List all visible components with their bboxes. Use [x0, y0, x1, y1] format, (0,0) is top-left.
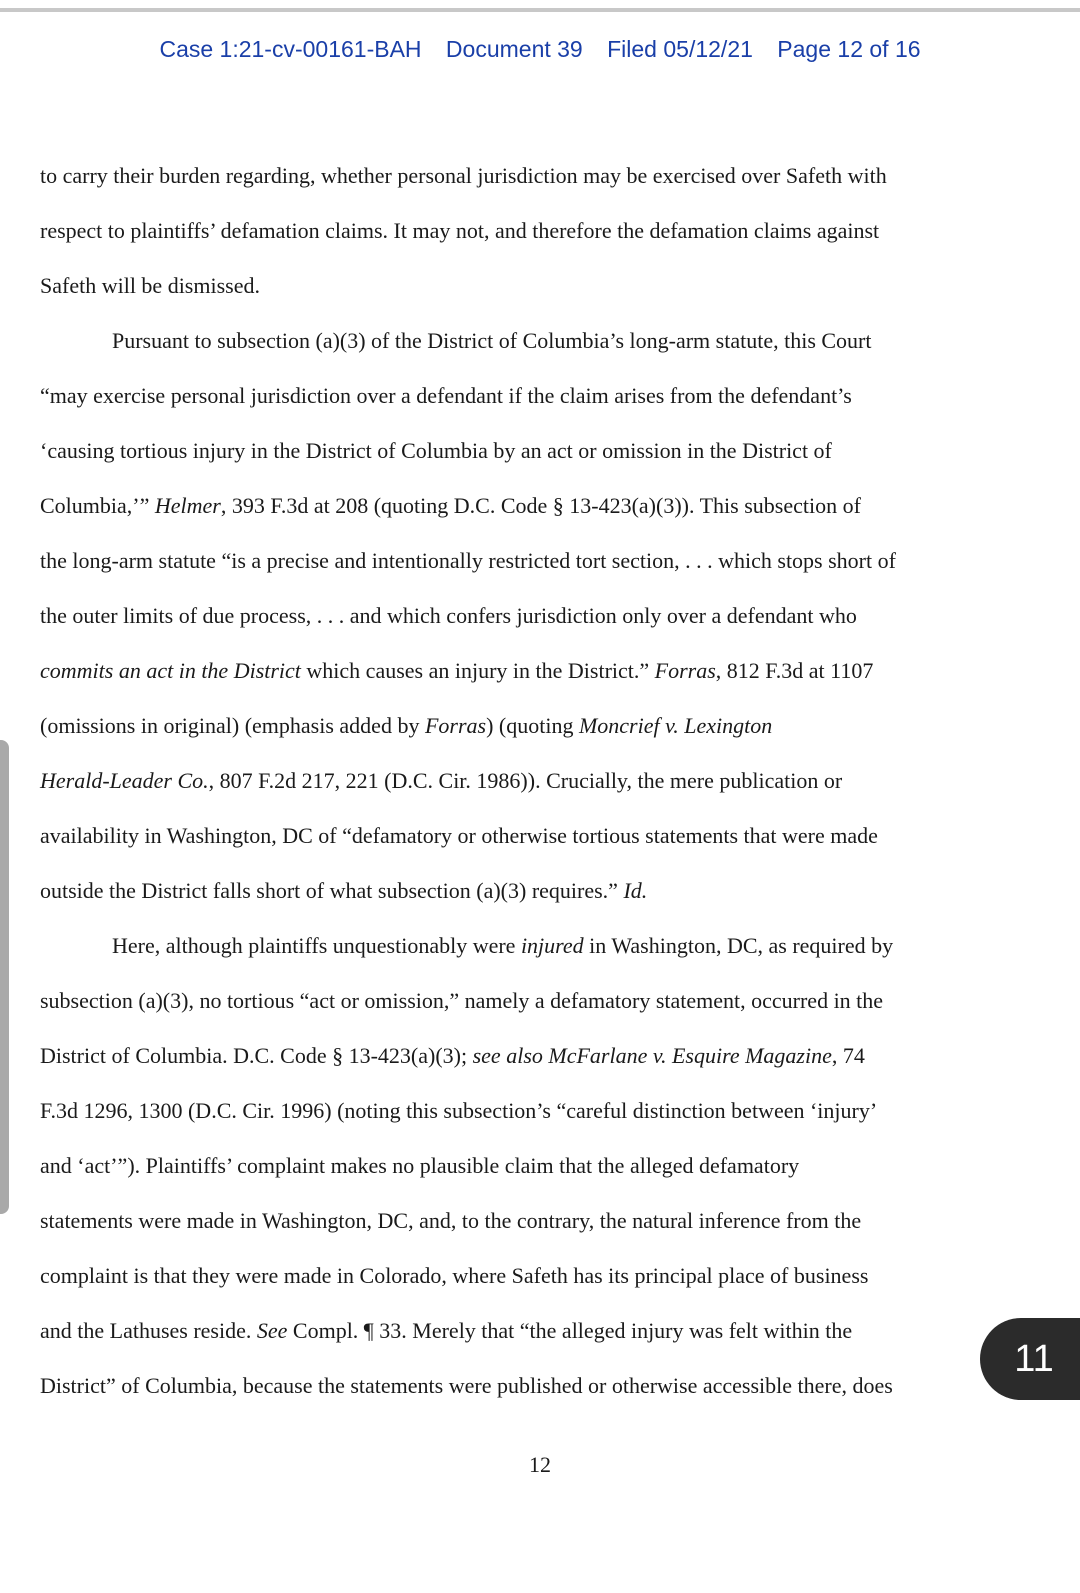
italic-text: See — [256, 1318, 288, 1343]
text-line — [40, 1193, 1000, 1248]
text-line — [40, 588, 1000, 643]
italic-text: commits an act in the District — [40, 658, 301, 683]
line-text: in Washington, DC, as required by — [583, 933, 894, 958]
italic-text: Helmer — [154, 493, 221, 518]
text-line — [40, 698, 1000, 753]
case-header — [0, 36, 1080, 63]
top-divider — [0, 8, 1080, 12]
line-text: availability in Washington, DC of “defamatory or otherwise tortious statements that were made — [40, 823, 878, 848]
line-text: , 74 — [831, 1043, 865, 1068]
line-text: which causes an injury in the District.” — [300, 658, 655, 683]
line-text: complaint is that they were made in Colorado, where Safeth has its principal place of business — [40, 1263, 869, 1288]
text-line — [40, 368, 1000, 423]
italic-text: Forras — [654, 658, 716, 683]
line-text: outside the District falls short of what subsection (a)(3) requires.” — [40, 878, 624, 903]
line-text: subsection (a)(3), no tortious “act or omission,” namely a defamatory statement, occurred in the — [40, 988, 884, 1013]
italic-text: see also McFarlane v. Esquire Magazine — [472, 1043, 832, 1068]
text-line — [40, 1083, 1000, 1138]
text-line — [40, 1358, 1000, 1413]
text-line — [40, 1248, 1000, 1303]
line-text: (omissions in original) (emphasis added by — [40, 713, 425, 738]
line-text: F.3d 1296, 1300 (D.C. Cir. 1996) (noting this subsection’s “careful distinction between ‘injury’ — [40, 1098, 878, 1123]
text-line — [40, 478, 1000, 533]
line-text: District” of Columbia, because the statements were published or otherwise accessible there, does — [40, 1373, 893, 1398]
filed-date: Filed 05/12/21 — [607, 36, 753, 62]
italic-text: Forras — [424, 713, 487, 738]
line-text: District of Columbia. D.C. Code § 13-423(a)(3); — [40, 1043, 473, 1068]
italic-text: Id. — [623, 878, 648, 903]
text-line — [40, 258, 1000, 313]
line-text: to carry their burden regarding, whether personal jurisdiction may be exercised over Safeth with — [40, 163, 887, 188]
case-number: Case 1:21-cv-00161-BAH — [159, 36, 422, 62]
line-text: statements were made in Washington, DC, and, to the contrary, the natural inference from the — [40, 1208, 862, 1233]
line-text: Safeth will be dismissed. — [40, 273, 260, 298]
italic-text: injured — [520, 933, 584, 958]
text-line — [40, 1138, 1000, 1193]
line-text: Compl. ¶ 33. Merely that “the alleged injury was felt within the — [287, 1318, 853, 1343]
text-line — [40, 918, 1000, 973]
viewer-page-indicator: 11 — [980, 1318, 1080, 1400]
text-line — [40, 203, 1000, 258]
line-text: Columbia,’” — [40, 493, 155, 518]
line-text: ) (quoting — [486, 713, 579, 738]
text-line — [40, 973, 1000, 1028]
line-text: , 393 F.3d at 208 (quoting D.C. Code § 13-423(a)(3)). This subsection of — [220, 493, 861, 518]
line-text: Pursuant to subsection (a)(3) of the District of Columbia’s long-arm statute, this Court — [112, 328, 872, 353]
text-line — [40, 808, 1000, 863]
line-text: , 812 F.3d at 1107 — [715, 658, 874, 683]
document-number: Document 39 — [445, 36, 583, 62]
text-line — [40, 533, 1000, 588]
line-text: “may exercise personal jurisdiction over a defendant if the claim arises from the defendant’s — [40, 383, 852, 408]
line-text: the outer limits of due process, . . . and which confers jurisdiction only over a defendant who — [40, 603, 857, 628]
line-text: and the Lathuses reside. — [40, 1318, 257, 1343]
page-of-total: Page 12 of 16 — [777, 36, 921, 62]
text-line — [40, 313, 1000, 368]
italic-text: Moncrief v. Lexington — [578, 713, 773, 738]
page-number: 12 — [529, 1452, 551, 1477]
line-text: , 807 F.2d 217, 221 (D.C. Cir. 1986)). Crucially, the mere publication or — [208, 768, 843, 793]
text-line — [40, 423, 1000, 478]
line-text: ‘causing tortious injury in the District of Columbia by an act or omission in the District of — [40, 438, 832, 463]
text-line — [40, 1028, 1000, 1083]
line-text: Here, although plaintiffs unquestionably were — [112, 933, 521, 958]
text-line — [40, 643, 1000, 698]
document-body — [40, 148, 1000, 1413]
text-line — [40, 148, 1000, 203]
scrollbar-thumb[interactable] — [0, 740, 9, 1214]
line-text: respect to plaintiffs’ defamation claims. It may not, and therefore the defamation claims against — [40, 218, 880, 243]
text-line — [40, 753, 1000, 808]
text-line — [40, 1303, 1000, 1358]
italic-text: Herald-Leader Co. — [40, 768, 209, 793]
text-line — [40, 863, 1000, 918]
line-text: the long-arm statute “is a precise and intentionally restricted tort section, . . . which stops short of — [40, 548, 896, 573]
line-text: and ‘act’”). Plaintiffs’ complaint makes no plausible claim that the alleged defamatory — [40, 1153, 800, 1178]
